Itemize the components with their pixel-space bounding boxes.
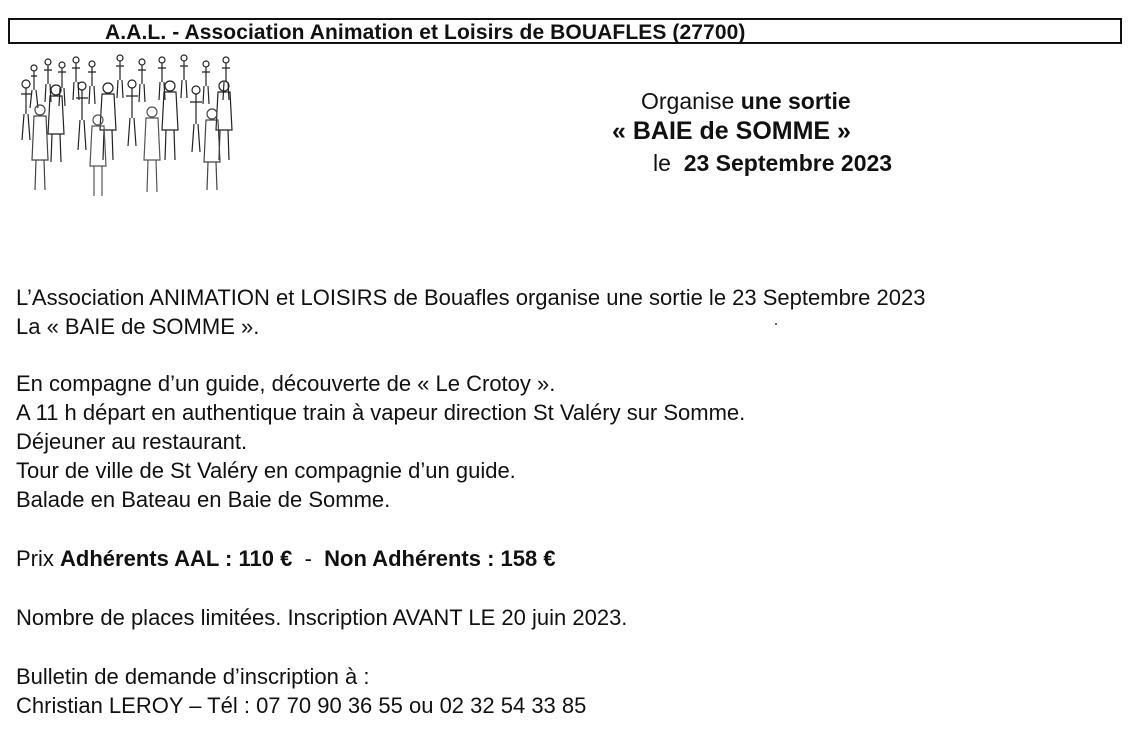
person-figure [126, 80, 138, 146]
contact-intro: Bulletin de demande d’inscription à : [16, 664, 370, 689]
person-figure [72, 57, 80, 100]
event-date-line [653, 148, 892, 178]
person-figure [116, 55, 124, 98]
price-separator: - [304, 546, 312, 571]
person-figure [204, 109, 220, 190]
body-text [16, 283, 1126, 720]
person-figure [138, 59, 146, 102]
program-item: Balade en Bateau en Baie de Somme. [16, 487, 391, 512]
event-date-prefix: le [653, 150, 671, 176]
program-item: En compagne d’un guide, découverte de « Le Crotoy ». [16, 371, 556, 396]
announcement-prefix: Organise [641, 88, 735, 114]
person-figure [48, 85, 64, 162]
crowd-of-people-illustration [12, 50, 242, 198]
person-figure [190, 86, 202, 152]
intro-line-1: L’Association ANIMATION et LOISIRS de Bouafles organise une sortie le 23 Septembre 2023 [16, 285, 926, 310]
person-figure [162, 81, 178, 160]
intro-line-2: La « BAIE de SOMME ». [16, 314, 260, 339]
program-item: Déjeuner au restaurant. [16, 429, 248, 454]
person-figure [144, 107, 160, 192]
person-figure [158, 57, 166, 100]
member-price: Adhérents AAL : 110 € [60, 546, 293, 571]
person-figure [202, 61, 210, 104]
header-box [8, 18, 1122, 44]
event-title: « BAIE de SOMME » [612, 117, 851, 145]
non-member-price: Non Adhérents : 158 € [324, 546, 556, 571]
program-item: Tour de ville de St Valéry en compagnie d’un guide. [16, 458, 516, 483]
spacer [16, 341, 1126, 369]
program-item: A 11 h départ en authentique train à vapeur direction St Valéry sur Somme. [16, 400, 746, 425]
price-label: Prix [16, 546, 54, 571]
person-figure [222, 57, 230, 100]
registration-notice: Nombre de places limitées. Inscription AVANT LE 20 juin 2023. [16, 605, 628, 630]
person-figure [76, 82, 88, 150]
person-figure [88, 61, 96, 104]
header-title: A.A.L. - Association Animation et Loisirs de BOUAFLES (27700) [105, 21, 746, 44]
spacer [16, 573, 1126, 603]
person-figure [21, 80, 31, 140]
event-date: 23 Septembre 2023 [683, 150, 893, 176]
announcement-highlight: une sortie [740, 88, 851, 114]
spacer [16, 514, 1126, 544]
pricing-line [16, 544, 1126, 573]
spacer [16, 632, 1126, 662]
person-figure [180, 55, 188, 98]
contact-line: Christian LEROY – Tél : 07 70 90 36 55 ou 02 32 54 33 85 [16, 693, 587, 718]
announcement-line-organise [641, 86, 851, 116]
person-figure [32, 105, 48, 190]
person-figure [30, 65, 38, 108]
